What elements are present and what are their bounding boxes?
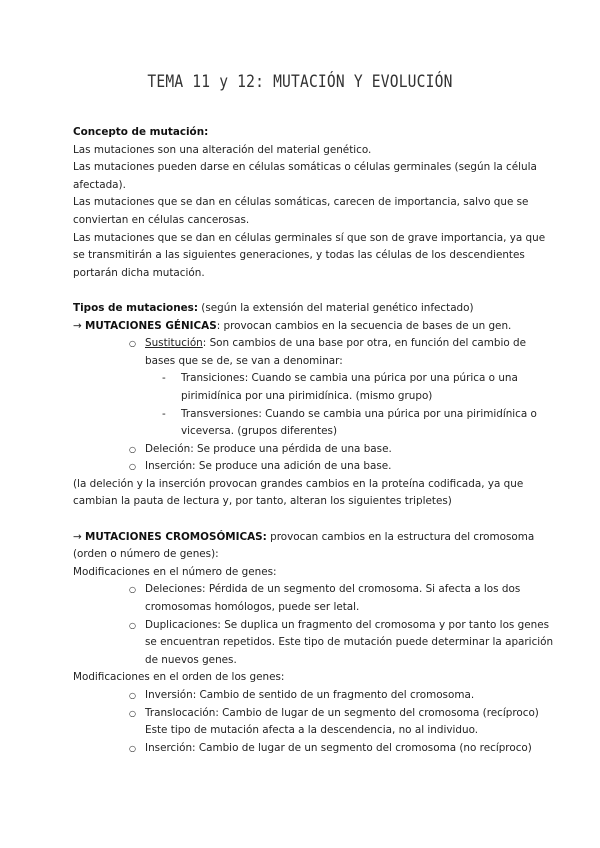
circle-bullet-icon: ○ (129, 620, 136, 630)
subheading-orden: Modificaciones en el orden de los genes: (73, 671, 285, 684)
section-heading-concepto: Concepto de mutación: (73, 126, 209, 138)
list-item-inversion (73, 687, 533, 705)
list-item-continuation: viceversa. (grupos diferentes) (181, 425, 338, 438)
document-body (73, 124, 554, 757)
insercion-cromosomica-text: Inserción: Cambio de lugar de un segmento del cromosoma (no recíproco) (145, 741, 532, 754)
transiciones-text: Transiciones: Cuando se cambia una púrica por una púrica o una (181, 372, 518, 385)
list-item-continuation: se encuentran repetidos. Este tipo de mutación puede determinar la aparición (145, 636, 554, 649)
paragraph-line: Las mutaciones son una alteración del material genético. (73, 143, 372, 156)
list-item-translocacion (73, 705, 539, 723)
tipos-heading: Tipos de mutaciones: (73, 301, 198, 314)
list-item-sustitucion (73, 335, 533, 353)
list-item-insercion-cromosomica (73, 740, 533, 758)
list-item-continuation: pirimidínica por una pirimidínica. (mismo grupo) (181, 389, 433, 402)
circle-bullet-icon: ○ (129, 462, 136, 472)
circle-bullet-icon: ○ (129, 444, 136, 454)
paragraph-line: portarán dicha mutación. (73, 266, 205, 279)
circle-bullet-icon: ○ (129, 339, 136, 349)
arrow-icon: → (73, 319, 86, 332)
dash-bullet-icon: - (162, 372, 166, 385)
page-title: TEMA 11 y 12: MUTACIÓN Y EVOLUCIÓN (147, 72, 453, 92)
paragraph-line: (la deleción y la inserción provocan grandes cambios en la proteína codificada, ya que (73, 477, 524, 490)
arrow-icon: → (73, 530, 86, 543)
paragraph-line: conviertan en células cancerosas. (73, 213, 250, 226)
transversiones-text: Transversiones: Cuando se cambia una púrica por una pirimidínica o (181, 407, 537, 420)
genicas-desc: : provocan cambios en la secuencia de bases de un gen. (216, 319, 512, 332)
inversion-text: Inversión: Cambio de sentido de un fragmento del cromosoma. (145, 689, 475, 701)
circle-bullet-icon: ○ (129, 585, 136, 595)
duplicaciones-text: Duplicaciones: Se duplica un fragmento del cromosoma y por tanto los genes (145, 618, 550, 631)
list-item-duplicaciones (73, 617, 550, 635)
paragraph-line: cambian la pauta de lectura y, por tanto, alteran los siguientes tripletes) (73, 495, 452, 508)
cromosomicas-heading (73, 529, 533, 547)
cromosomicas-desc: provocan cambios en la estructura del cromosoma (266, 530, 535, 543)
paragraph-line: se transmitirán a las siguientes generaciones, y todas las células de los descendientes (73, 249, 525, 262)
deleciones-text: Deleciones: Pérdida de un segmento del cromosoma. Si afecta a los dos (145, 583, 521, 596)
circle-bullet-icon: ○ (129, 691, 136, 700)
sustitucion-label: Sustitución (145, 337, 203, 350)
list-item-continuation: cromosomas homólogos, puede ser letal. (145, 601, 360, 614)
dash-bullet-icon: - (162, 407, 166, 420)
paragraph-line: (orden o número de genes): (73, 548, 219, 561)
list-item-insercion (73, 458, 533, 476)
tipos-heading-note: (según la extensión del material genético infectado) (197, 301, 474, 314)
section-heading-tipos (73, 300, 533, 318)
paragraph-line: Las mutaciones pueden darse en células somáticas o células germinales (según la célula (73, 161, 537, 174)
list-item-continuation: Este tipo de mutación afecta a la descendencia, no al individuo. (145, 724, 479, 737)
subheading-numero: Modificaciones en el número de genes: (73, 565, 277, 578)
list-item-continuation: de nuevos genes. (145, 653, 237, 666)
delecion-text: Deleción: Se produce una pérdida de una base. (145, 442, 392, 455)
circle-bullet-icon: ○ (129, 743, 136, 753)
genicas-label: MUTACIONES GÉNICAS (85, 319, 217, 332)
cromosomicas-label: MUTACIONES CROMOSÓMICAS: (85, 530, 267, 543)
insercion-text: Inserción: Se produce una adición de una base. (145, 460, 392, 473)
list-item-transversiones (73, 406, 537, 424)
sustitucion-text: : Son cambios de una base por otra, en función del cambio de (202, 337, 527, 350)
list-item-deleciones (73, 581, 533, 599)
list-item-transiciones (73, 370, 533, 388)
list-item-delecion (73, 441, 533, 459)
genicas-heading (73, 318, 533, 336)
circle-bullet-icon: ○ (129, 708, 136, 718)
paragraph-line: Las mutaciones que se dan en células somáticas, carecen de importancia, salvo que se (73, 196, 529, 209)
paragraph-line: afectada). (73, 178, 126, 191)
list-item-continuation: bases que se de, se van a denominar: (145, 354, 343, 367)
paragraph-line: Las mutaciones que se dan en células germinales sí que son de grave importancia, ya que (73, 231, 546, 244)
translocacion-text: Translocación: Cambio de lugar de un segmento del cromosoma (recíproco) (145, 706, 539, 719)
